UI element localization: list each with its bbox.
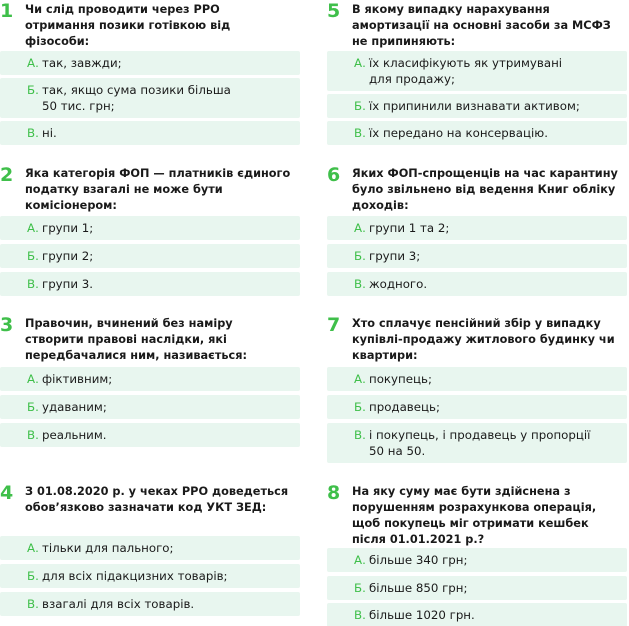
option-letter: В. <box>27 597 39 611</box>
option-c[interactable] <box>0 423 300 447</box>
question-text: Правочин, вчинений без наміру створити правові наслідки, які передбачалися ним, називається: <box>25 317 248 362</box>
option-b[interactable] <box>327 576 627 600</box>
option-text: реальним. <box>42 428 107 442</box>
question-text: Яка категорія ФОП — платників єдиного податку взагалі не може бути комісіонером: <box>25 167 291 212</box>
option-a[interactable] <box>327 51 627 91</box>
option-letter: Б. <box>354 581 366 595</box>
option-c[interactable] <box>0 121 300 145</box>
option-a[interactable] <box>0 51 300 75</box>
question-number: 5 <box>327 0 341 22</box>
option-text: взагалі для всіх товарів. <box>42 597 195 611</box>
option-text: їх класифікують як утримувані для продажу; <box>369 56 563 86</box>
option-letter: А. <box>27 541 39 555</box>
option-text: так, завжди; <box>42 56 122 70</box>
option-a[interactable] <box>0 216 300 240</box>
option-b[interactable] <box>327 94 627 118</box>
option-letter: А. <box>354 56 366 70</box>
question-text: В якому випадку нарахування амортизації на основні засоби за МСФЗ не припиняють: <box>352 3 611 48</box>
option-a[interactable] <box>327 216 627 240</box>
option-letter: В. <box>27 277 39 291</box>
question-number: 6 <box>327 164 341 186</box>
option-c[interactable] <box>0 272 300 296</box>
option-text: більше 1020 грн. <box>369 608 475 622</box>
option-text: їх передано на консервацію. <box>369 126 548 140</box>
option-a[interactable] <box>327 548 627 572</box>
option-letter: А. <box>354 221 366 235</box>
option-letter: В. <box>354 608 366 622</box>
option-b[interactable] <box>0 395 300 419</box>
option-c[interactable] <box>327 603 627 626</box>
question-text: На яку суму має бути здійснена з порушенням розрахункова операція, щоб покупець міг отримати кешбек після 01.01.2021 р.? <box>352 485 597 546</box>
option-text: так, якщо сума позики більша 50 тис. грн; <box>42 83 231 113</box>
question-number: 3 <box>0 314 14 336</box>
option-text: тільки для пального; <box>42 541 174 555</box>
option-text: покупець; <box>369 372 432 386</box>
option-letter: А. <box>27 56 39 70</box>
option-letter: Б. <box>27 249 39 263</box>
option-text: більше 850 грн; <box>369 581 468 595</box>
option-letter: Б. <box>27 83 39 97</box>
option-text: групи 3. <box>42 277 94 291</box>
option-text: удаваним; <box>42 400 107 414</box>
option-text: групи 2; <box>42 249 94 263</box>
option-letter: Б. <box>354 249 366 263</box>
option-text: для всіх підакцизних товарів; <box>42 569 228 583</box>
option-b[interactable] <box>327 395 627 419</box>
option-letter: Б. <box>354 99 366 113</box>
option-c[interactable] <box>327 121 627 145</box>
option-letter: В. <box>354 277 366 291</box>
option-c[interactable] <box>327 423 627 463</box>
option-c[interactable] <box>0 592 300 616</box>
option-b[interactable] <box>327 244 627 268</box>
option-letter: В. <box>27 428 39 442</box>
option-letter: В. <box>27 126 39 140</box>
question-text: Яких ФОП-спрощенців на час карантину було звільнено від ведення Книг обліку доходів: <box>352 167 618 212</box>
option-a[interactable] <box>0 536 300 560</box>
option-text: продавець; <box>369 400 440 414</box>
option-b[interactable] <box>0 244 300 268</box>
option-letter: А. <box>27 372 39 386</box>
question-text: Хто сплачує пенсійний збір у випадку купівлі-продажу житлового будинку чи квартири: <box>352 317 615 362</box>
option-text: групи 1; <box>42 221 94 235</box>
option-c[interactable] <box>327 272 627 296</box>
question-text: З 01.08.2020 р. у чеках РРО доведеться обов’язково зазначати код УКТ ЗЕД: <box>25 485 289 514</box>
option-text: фіктивним; <box>42 372 113 386</box>
option-letter: В. <box>354 126 366 140</box>
option-b[interactable] <box>0 564 300 588</box>
option-letter: Б. <box>354 400 366 414</box>
option-text: жодного. <box>369 277 428 291</box>
question-text: Чи слід проводити через РРО отримання позики готівкою від фізособи: <box>25 3 231 48</box>
option-text: їх припинили визнавати активом; <box>369 99 580 113</box>
option-text: групи 3; <box>369 249 421 263</box>
option-letter: Б. <box>27 569 39 583</box>
option-text: групи 1 та 2; <box>369 221 450 235</box>
question-number: 1 <box>0 0 14 22</box>
option-a[interactable] <box>327 367 627 391</box>
option-text: і покупець, і продавець у пропорції 50 на 50. <box>369 428 591 458</box>
option-letter: А. <box>27 221 39 235</box>
option-text: ні. <box>42 126 57 140</box>
question-number: 7 <box>327 314 341 336</box>
option-b[interactable] <box>0 78 300 118</box>
question-number: 8 <box>327 482 341 504</box>
option-letter: А. <box>354 553 366 567</box>
option-a[interactable] <box>0 367 300 391</box>
option-letter: А. <box>354 372 366 386</box>
option-letter: Б. <box>27 400 39 414</box>
option-letter: В. <box>354 428 366 442</box>
question-number: 4 <box>0 482 14 504</box>
question-number: 2 <box>0 164 14 186</box>
option-text: більше 340 грн; <box>369 553 468 567</box>
